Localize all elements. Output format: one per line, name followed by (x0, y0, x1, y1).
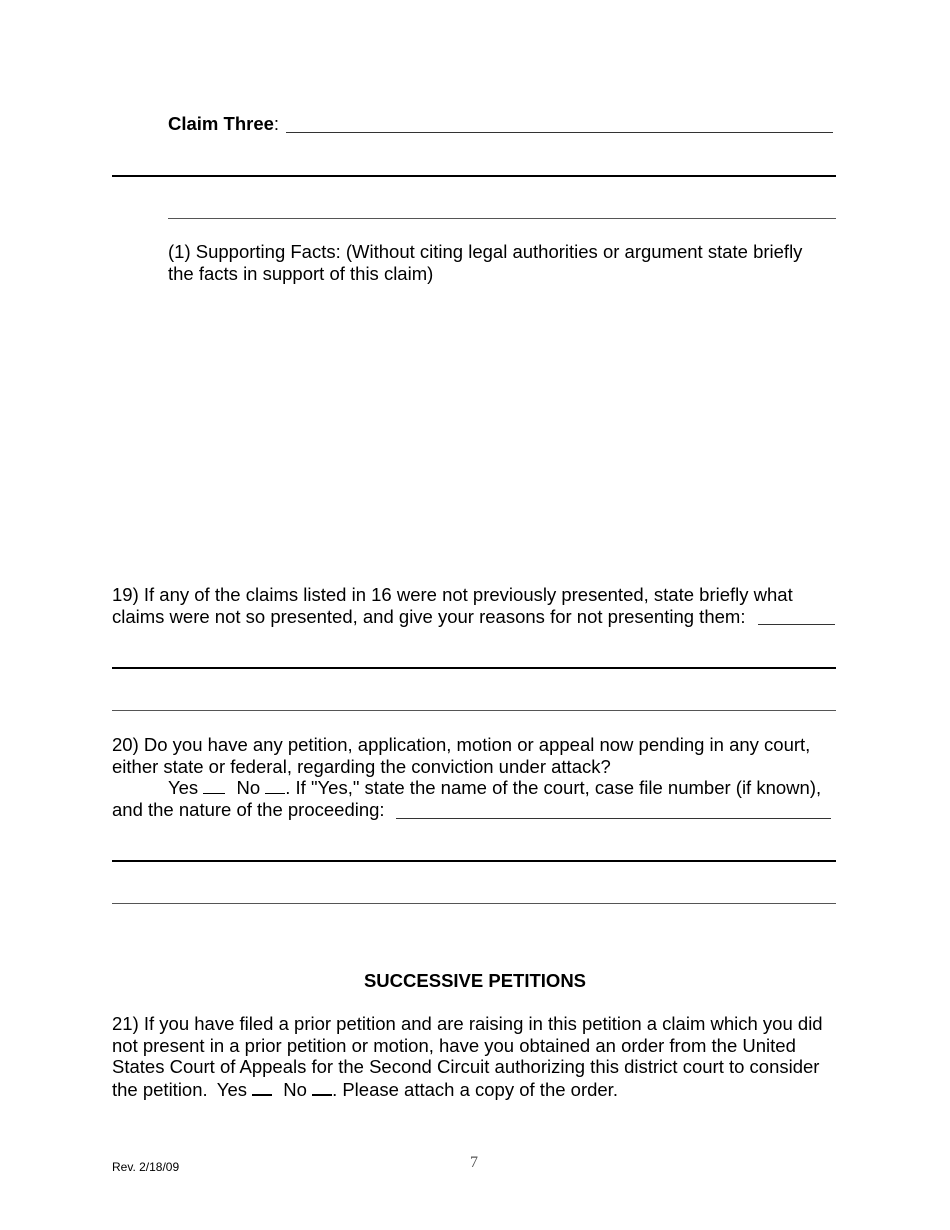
q20-line-3 (168, 777, 821, 799)
q20-line-2: either state or federal, regarding the conviction under attack? (112, 756, 611, 777)
q20-line-1: 20) Do you have any petition, application, motion or appeal now pending in any court, (112, 734, 811, 755)
q20-yes-label: Yes (168, 777, 199, 798)
q19-answer-line[interactable] (758, 624, 835, 625)
q21-line-4 (112, 1078, 618, 1101)
claim-three-answer-line-2[interactable] (112, 175, 836, 177)
supporting-facts-line-1: (1) Supporting Facts: (Without citing legal authorities or argument state briefly (168, 241, 803, 262)
claim-three-answer-line[interactable] (286, 132, 833, 133)
page-number: 7 (470, 1154, 478, 1171)
q20-line-3-rest: . If "Yes," state the name of the court, case file number (if known), (285, 777, 822, 798)
q20-yes-blank[interactable] (203, 777, 225, 794)
successive-petitions-heading: SUCCESSIVE PETITIONS (363, 970, 587, 991)
supporting-facts-line-2: the facts in support of this claim) (168, 263, 434, 284)
q20-no-blank[interactable] (265, 777, 285, 794)
claim-three-label: Claim Three (168, 113, 274, 134)
q21-no-label: No (283, 1079, 307, 1100)
q20-answer-line[interactable] (396, 818, 831, 819)
q21-line-1: 21) If you have filed a prior petition and are raising in this petition a claim which you did (112, 1013, 823, 1034)
q21-yes-label: Yes (216, 1079, 247, 1100)
claim-three-answer-line-3[interactable] (168, 218, 836, 219)
q19-answer-line-2[interactable] (112, 667, 836, 669)
q21-line-2: not present in a prior petition or motion, have you obtained an order from the United (112, 1035, 796, 1056)
q20-no-label: No (236, 777, 261, 798)
q21-line-4-end: . Please attach a copy of the order. (332, 1079, 618, 1100)
supporting-facts-answer-area[interactable] (168, 292, 836, 562)
claim-three-colon: : (273, 113, 280, 134)
q19-answer-line-3[interactable] (112, 710, 836, 711)
q21-line-3: States Court of Appeals for the Second Circuit authorizing this district court to consider (112, 1056, 820, 1077)
q20-line-4: and the nature of the proceeding: (112, 799, 385, 820)
q21-line-4-start: the petition. (112, 1079, 208, 1100)
q20-answer-line-3[interactable] (112, 903, 836, 904)
claim-three-heading (168, 113, 279, 135)
q19-line-1: 19) If any of the claims listed in 16 were not previously presented, state briefly what (112, 584, 793, 605)
q19-line-2: claims were not so presented, and give your reasons for not presenting them: (112, 606, 746, 627)
q21-yes-blank[interactable] (252, 1078, 272, 1096)
revision-date: Rev. 2/18/09 (112, 1160, 180, 1174)
q20-answer-line-2[interactable] (112, 860, 836, 862)
q21-no-blank[interactable] (312, 1078, 332, 1096)
